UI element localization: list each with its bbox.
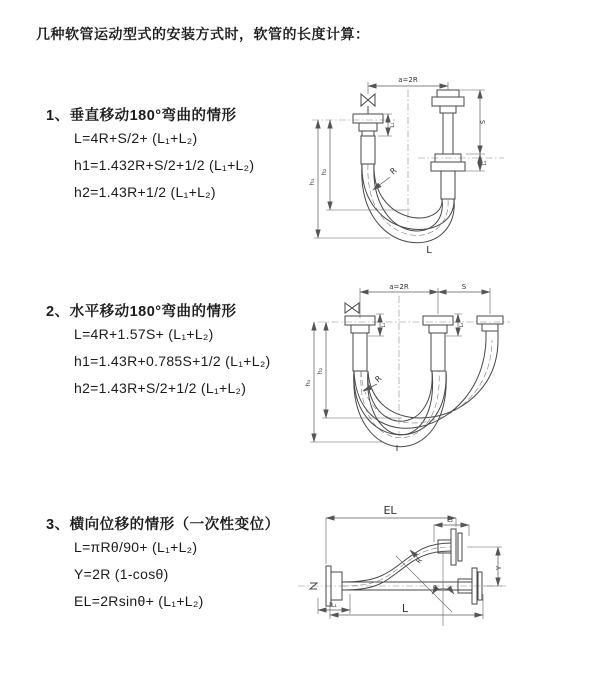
diagram-lateral-displacement bbox=[288, 498, 600, 648]
centerlines bbox=[312, 90, 504, 222]
centerlines bbox=[318, 296, 510, 436]
diagram-vertical-180-bend bbox=[298, 70, 598, 265]
dim-label-el: EL bbox=[383, 504, 397, 517]
dimensions bbox=[314, 82, 485, 238]
dim-label-l2: L₂ bbox=[459, 322, 465, 328]
dim-label-y: Y bbox=[495, 565, 503, 571]
page-title: 几种软管运动型式的安装方式时，软管的长度计算： bbox=[36, 26, 370, 42]
braided-hose-section bbox=[441, 171, 455, 199]
dimensions bbox=[310, 288, 490, 442]
radius-label: R bbox=[388, 165, 399, 177]
formula-line: h2=1.43R+1/2 (L₁+L₂) bbox=[74, 184, 216, 200]
braided-hose-section bbox=[353, 333, 367, 371]
formula-line: h2=1.43R+S/2+1/2 (L₁+L₂) bbox=[74, 380, 247, 396]
dim-label-span: a=2R bbox=[389, 283, 409, 291]
dim-label-s: S bbox=[479, 119, 487, 125]
section-lateral-displacement bbox=[46, 516, 280, 615]
braided-hose-section bbox=[431, 333, 445, 371]
radius-label: R bbox=[373, 373, 384, 385]
formula-line: Y=2R (1-cosθ) bbox=[74, 566, 169, 582]
formula-line: L=4R+S/2+ (L₁+L₂) bbox=[74, 130, 198, 146]
braided-hose-section bbox=[361, 136, 375, 164]
formula-line: h1=1.43R+0.785S+1/2 (L₁+L₂) bbox=[74, 353, 271, 369]
dim-label-l1: L₁ bbox=[381, 322, 387, 328]
formula-line: EL=2Rsinθ+ (L₁+L₂) bbox=[74, 593, 204, 609]
formula-line: L=4R+1.57S+ (L₁+L₂) bbox=[74, 326, 214, 342]
dim-label-l2: L₂ bbox=[482, 160, 488, 166]
hose-assembly bbox=[345, 303, 503, 451]
hose-assembly bbox=[310, 529, 482, 626]
dim-label-span: a=2R bbox=[398, 76, 418, 84]
dim-label-h1: h₁ bbox=[308, 178, 316, 186]
dim-label-h1: h₁ bbox=[304, 379, 312, 387]
dim-label-l2: L₂ bbox=[447, 517, 453, 524]
formula-line: L=πRθ/90+ (L₁+L₂) bbox=[74, 539, 198, 555]
dim-label-h2: h₂ bbox=[316, 367, 324, 375]
dim-label-l1: L₁ bbox=[331, 602, 337, 609]
section-horizontal-180 bbox=[46, 303, 271, 402]
dim-label-s: S bbox=[461, 283, 467, 291]
valve-icon bbox=[361, 94, 375, 106]
length-label: L bbox=[401, 602, 409, 615]
section-1-heading: 1、垂直移动180°弯曲的情形 bbox=[46, 108, 237, 124]
section-3-heading: 3、横向位移的情形（一次性变位） bbox=[46, 517, 280, 533]
dim-label-l1: L₁ bbox=[390, 122, 396, 128]
hose-assembly bbox=[353, 90, 465, 243]
diagram-horizontal-180-bend bbox=[298, 278, 598, 473]
section-vertical-180 bbox=[46, 107, 254, 206]
dim-label-h2: h₂ bbox=[320, 168, 328, 176]
section-2-heading: 2、水平移动180°弯曲的情形 bbox=[46, 304, 237, 320]
valve-icon bbox=[345, 303, 359, 313]
angle-label: θ bbox=[433, 584, 437, 592]
formula-line: h1=1.432R+S/2+1/2 (L₁+L₂) bbox=[74, 157, 255, 173]
length-label: L bbox=[426, 245, 432, 256]
radius-label: R bbox=[414, 556, 425, 566]
